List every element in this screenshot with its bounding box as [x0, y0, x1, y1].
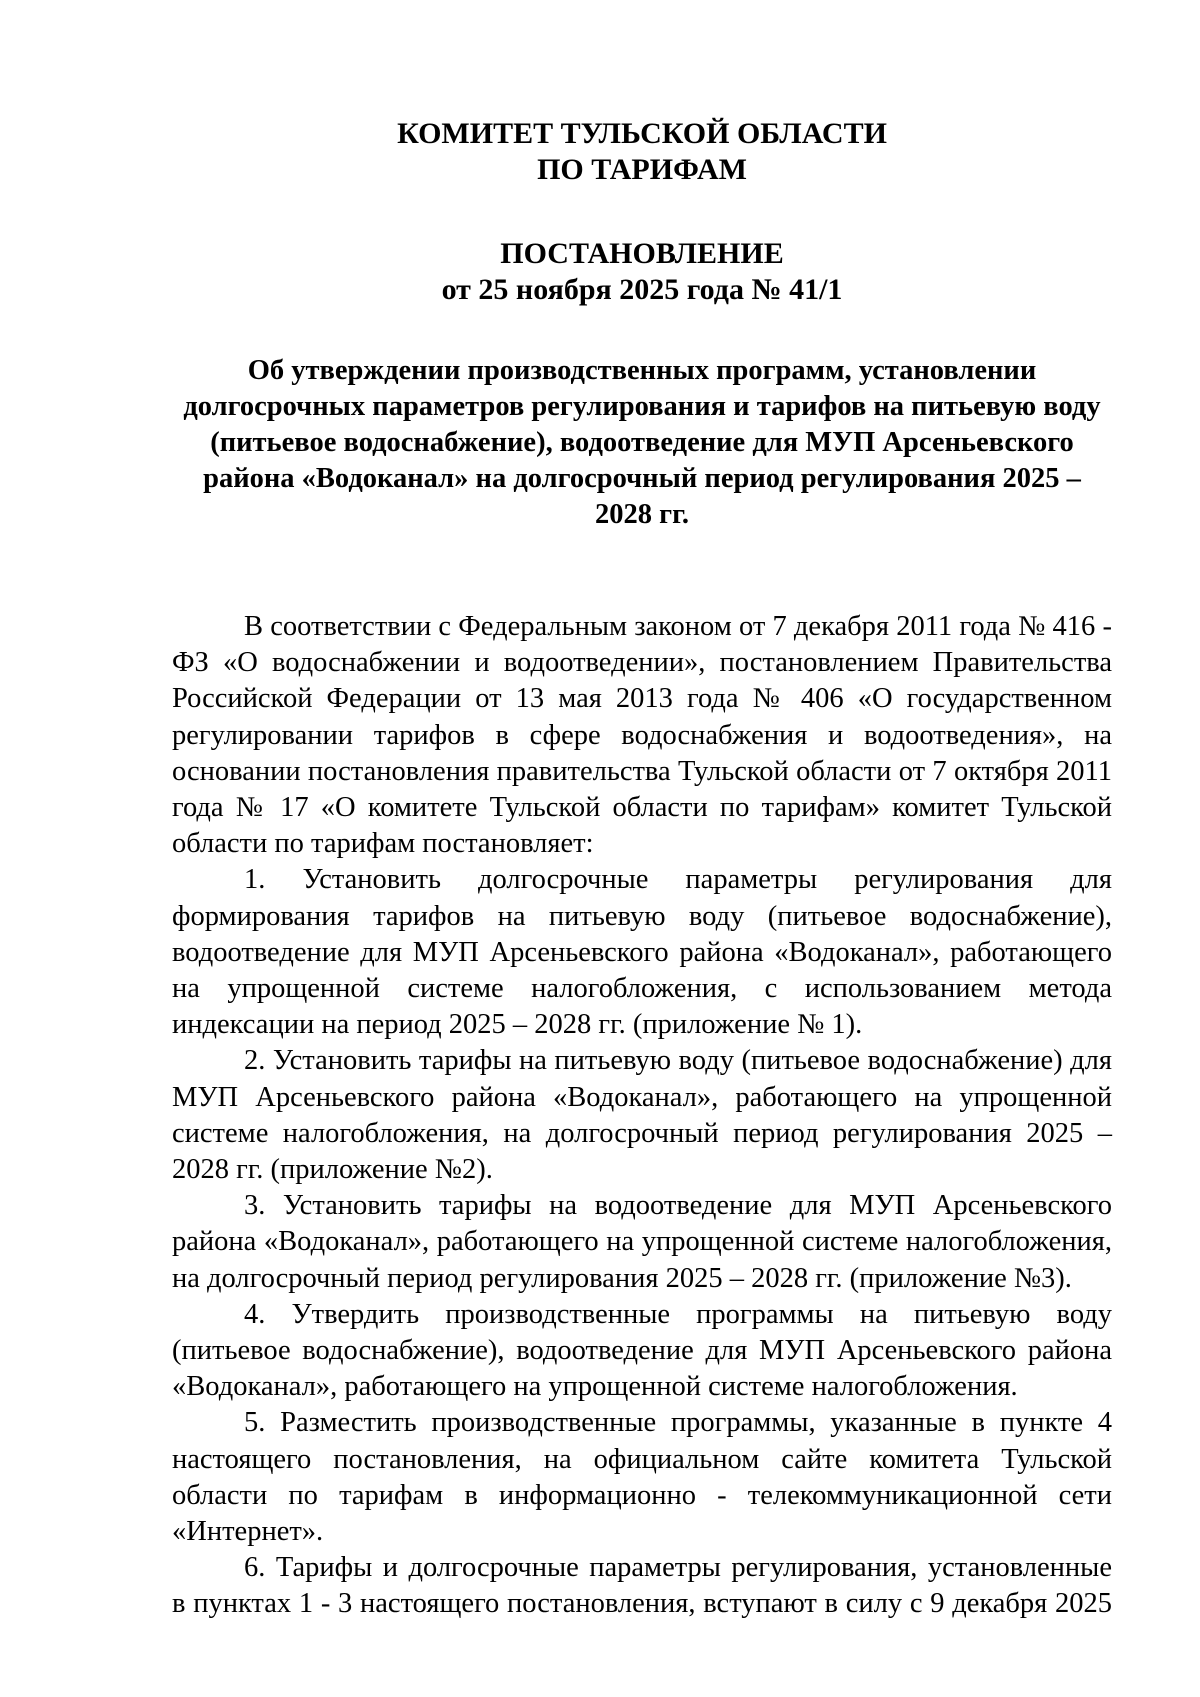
list-item-3: 3. Установить тарифы на водоотведение для МУП Арсеньевского района «Водоканал», работающего на упрощенной системе налогобложения, на долгосрочный период регулирования 2025 – 2028 гг. (приложение №3).	[172, 1190, 1112, 1294]
committee-name-line-1: КОМИТЕТ ТУЛЬСКОЙ ОБЛАСТИ	[397, 117, 887, 150]
document-type: ПОСТАНОВЛЕНИЕ	[500, 237, 784, 270]
list-item-1: 1. Установить долгосрочные параметры регулирования для формирования тарифов на питьевую воду (питьевое водоснабжение), водоотведение для МУП Арсеньевского района «Водоканал», работающего на упрощенной системе налогобложения, с использованием метода индексации на период 2025 – 2028 гг. (приложение № 1).	[172, 864, 1112, 1041]
document-title: Об утверждении производственных программ, установлении долгосрочных параметров регулирования и тарифов на питьевую воду (питьевое водоснабжение), водоотведение для МУП Арсеньевского района «Водоканал» на долгосрочный период регулирования 2025 – 2028 гг.	[183, 355, 1101, 530]
list-item-4: 4. Утвердить производственные программы на питьевую воду (питьевое водоснабжение), водоотведение для МУП Арсеньевского района «Водоканал», работающего на упрощенной системе налогобложения.	[172, 1298, 1112, 1403]
list-item-2: 2. Установить тарифы на питьевую воду (питьевое водоснабжение) для МУП Арсеньевского района «Водоканал», работающего на упрощенной системе налогобложения, на долгосрочный период регулирования 2025 – 2028 гг. (приложение №2).	[172, 1045, 1112, 1186]
document-body	[172, 609, 1112, 1623]
committee-name-line-2: ПО ТАРИФАМ	[537, 153, 747, 186]
list-item-6: 6. Тарифы и долгосрочные параметры регулирования, установленные в пунктах 1 - 3 настоящего постановления, вступают в силу с 9 декабря 2025	[172, 1552, 1112, 1620]
document-date-number: от 25 ноября 2025 года № 41/1	[441, 273, 843, 306]
list-item-5: 5. Разместить производственные программы, указанные в пункте 4 настоящего постановления, на официальном сайте комитета Тульской области по тарифам в информационно - телекоммуникационной сети «Интернет».	[172, 1407, 1112, 1548]
document-page	[172, 110, 1112, 1623]
preamble-paragraph: В соответствии с Федеральным законом от 7 декабря 2011 года № 416 - ФЗ «О водоснабжении и водоотведении», постановлением Правительства Российской Федерации от 13 мая 2013 года № 406 «О государственном регулировании тарифов в сфере водоснабжения и водоотведения», на основании постановления правительства Тульской области от 7 октября 2011 года № 17 «О комитете Тульской области по тарифам» комитет Тульской области по тарифам постановляет:	[172, 611, 1112, 860]
